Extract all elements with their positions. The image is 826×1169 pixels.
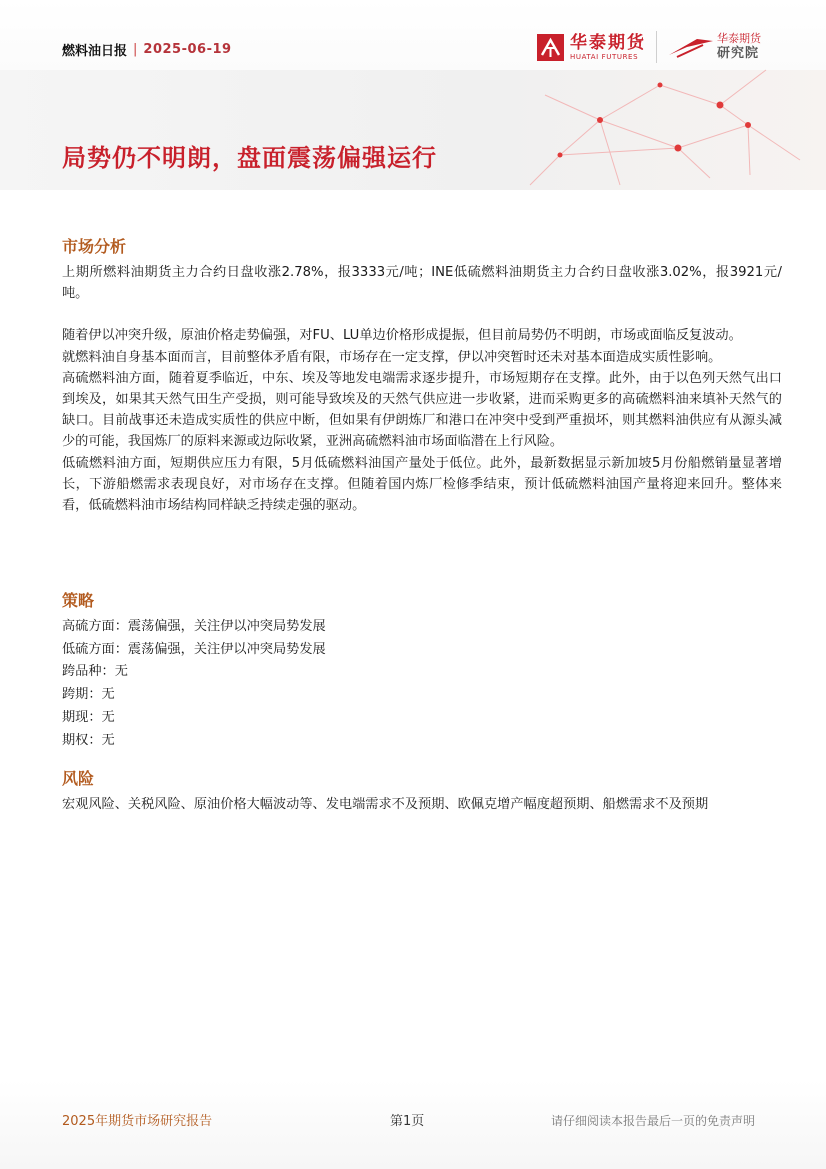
- doc-type: 燃料油日报: [62, 44, 128, 59]
- footer-report-name: 2025年期货市场研究报告: [62, 1114, 213, 1129]
- strategy-line: 高硫方面：震荡偏强，关注伊以冲突局势发展: [62, 619, 326, 634]
- company-logo: [537, 30, 761, 64]
- logo-english-name: HUATAI FUTURES: [570, 52, 639, 61]
- risk-text: 宏观风险、关税风险、原油价格大幅波动等、发电端需求不及预期、欧佩克增产幅度超预期、船燃需求不及预期: [62, 797, 709, 812]
- footer-disclaimer-note: 请仔细阅读本报告最后一页的免责声明: [551, 1114, 756, 1128]
- risk-title: 风险: [62, 769, 95, 788]
- market-paragraph-5: 低硫燃料油方面，短期供应压力有限，5月低硫燃料油国产量处于低位。此外，最新数据显示新加坡5月份船燃销量显著增长，下游船燃需求表现良好，对市场存在支撑。但随着国内炼厂检修季结束，预计低硫燃料油国产量将迎来回升。整体来看，低硫燃料油市场结构同样缺乏持续走强的驱动。: [62, 455, 782, 514]
- market-analysis-section: [62, 236, 782, 516]
- market-analysis-title: 市场分析: [62, 237, 127, 256]
- strategy-line: 跨期：无: [62, 687, 115, 703]
- market-paragraph-4: 高硫燃料油方面，随着夏季临近，中东、埃及等地发电端需求逐步提升，市场短期存在支撑。此外，由于以色列天然气出口到埃及，如果其天然气田生产受损，则可能导致埃及的天然气供应进一步收紧，进而采购更多的高硫燃料油来填补天然气的缺口。目前战事还未造成实质性的供应中断，但如果有伊朗炼厂和港口在冲突中受到严重损坏，则其燃料油供应有从源头减少的可能，我国炼厂的原料来源或边际收紧，亚洲高硫燃料油市场面临潜在上行风险。: [62, 370, 782, 450]
- doc-date: 2025-06-19: [143, 42, 232, 57]
- market-paragraph-3: 就燃料油自身基本面而言，目前整体矛盾有限，市场存在一定支撑，伊以冲突暂时还未对基本面造成实质性影响。: [62, 349, 722, 365]
- strategy-title: 策略: [62, 591, 95, 610]
- market-paragraph-2: 随着伊以冲突升级，原油价格走势偏强，对FU、LU单边价格形成提振，但目前局势仍不明朗，市场或面临反复波动。: [62, 328, 742, 344]
- doc-meta: [62, 40, 232, 59]
- market-paragraph-1: 上期所燃料油期货主力合约日盘收涨2.78%，报3333元/吨；INE低硫燃料油期货主力合约日盘收涨3.02%，报3921元/吨。: [62, 265, 782, 302]
- page-headline: 局势仍不明朗，盘面震荡偏强运行: [62, 144, 437, 172]
- strategy-section: [62, 590, 782, 752]
- huatai-logo-icon: [537, 34, 564, 61]
- logo-chinese-name: 华泰期货: [570, 32, 646, 53]
- footer-page-number: 第1页: [390, 1114, 425, 1129]
- doc-separator: |: [133, 42, 138, 57]
- decorative-network-graphic: [500, 60, 826, 195]
- institute-logo-icon: [667, 35, 715, 59]
- institute-name-line1: 华泰期货: [717, 32, 761, 45]
- strategy-line: 低硫方面：震荡偏强，关注伊以冲突局势发展: [62, 641, 326, 657]
- risk-section: [62, 768, 782, 815]
- strategy-line: 跨品种：无: [62, 664, 128, 680]
- strategy-line: 期现：无: [62, 709, 115, 725]
- institute-name-line2: 研究院: [717, 46, 760, 61]
- logo-divider: [656, 31, 657, 63]
- strategy-line: 期权：无: [62, 732, 115, 748]
